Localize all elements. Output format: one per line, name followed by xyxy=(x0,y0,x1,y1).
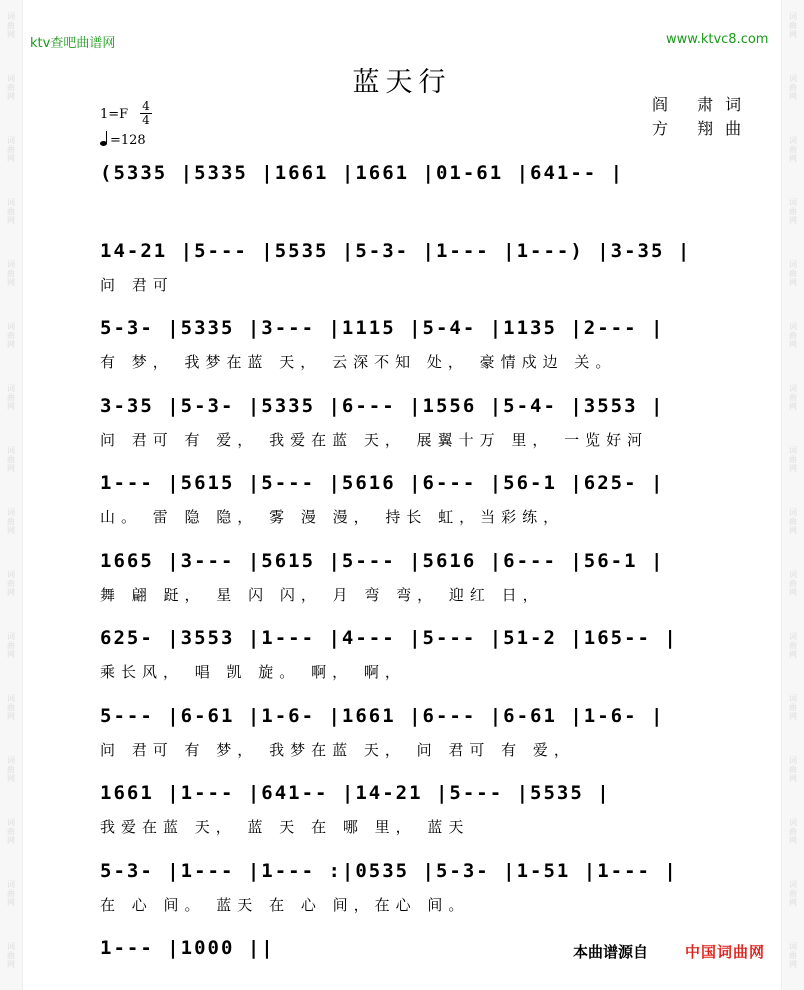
lyric-line: 问 君可 有 爱， 我爱在蓝 天， 展翼十万 里， 一览好河 xyxy=(100,430,649,449)
notation-line: 14-21 |5--- |5535 |5-3- |1--- |1---) |3-35 | xyxy=(100,239,692,262)
song-title: 蓝天行 xyxy=(352,67,452,98)
footer-source-label: 本曲谱源自 xyxy=(573,943,649,961)
lyric-line: 舞 翩 跹， 星 闪 闪， 月 弯 弯， 迎红 日， xyxy=(100,585,544,604)
header-right-link[interactable]: www.ktvc8.com xyxy=(666,32,769,47)
notation-line: 1665 |3--- |5615 |5--- |5616 |6--- |56-1 | xyxy=(100,549,665,572)
watermark-text: 词 曲 网 xyxy=(7,260,15,287)
notation-line: 5-3- |5335 |3--- |1115 |5-4- |1135 |2--- | xyxy=(100,317,665,339)
tempo-value: =128 xyxy=(110,133,146,148)
watermark-text: 词 曲 网 xyxy=(7,756,15,783)
watermark-text: 词 曲 网 xyxy=(789,632,797,659)
watermark-text: 词 曲 网 xyxy=(7,322,15,349)
watermark-text: 词 曲 网 xyxy=(789,12,797,39)
watermark-text: 词 曲 网 xyxy=(7,384,15,411)
time-signature-bottom: 4 xyxy=(140,113,152,127)
watermark-text: 词 曲 网 xyxy=(789,322,797,349)
tempo-marking xyxy=(100,133,146,148)
header-left-link[interactable]: ktv查吧曲谱网 xyxy=(30,36,116,51)
notation-line: 1--- |5615 |5--- |5616 |6--- |56-1 |625- | xyxy=(100,472,665,494)
watermark-text: 词 曲 网 xyxy=(789,818,797,845)
watermark-text: 词 曲 网 xyxy=(7,446,15,473)
composer-credit: 方 翔曲 xyxy=(652,119,754,138)
lyric-line: 问 君可 有 梦， 我梦在蓝 天， 问 君可 有 爱， xyxy=(100,740,575,759)
watermark-text: 词 曲 网 xyxy=(789,384,797,411)
lyric-line: 在 心 间。 蓝天 在 心 间，在心 间。 xyxy=(100,895,470,914)
watermark-text: 词 曲 网 xyxy=(789,508,797,535)
watermark-text: 词 曲 网 xyxy=(7,694,15,721)
time-signature-top: 4 xyxy=(142,99,150,113)
watermark-text: 词 曲 网 xyxy=(789,570,797,597)
watermark-text: 词 曲 网 xyxy=(789,446,797,473)
right-watermark-strip xyxy=(781,0,804,990)
lyricist-credit: 阎 肃词 xyxy=(652,95,754,114)
watermark-text: 词 曲 网 xyxy=(7,74,15,101)
watermark-text: 词 曲 网 xyxy=(7,136,15,163)
watermark-text: 词 曲 网 xyxy=(7,198,15,225)
watermark-text: 词 曲 网 xyxy=(7,942,15,969)
notation-line: (5335 |5335 |1661 |1661 |01-61 |641-- | xyxy=(100,162,625,184)
lyric-line: 问 君可 xyxy=(100,275,174,294)
lyric-line: 我爱在蓝 天， 蓝 天 在 哪 里， 蓝天 xyxy=(100,818,470,836)
notation-line: 625- |3553 |1--- |4--- |5--- |51-2 |165-- | xyxy=(100,627,678,649)
lyric-line: 山。 雷 隐 隐， 雾 漫 漫， 持长 虹，当彩练， xyxy=(100,508,565,526)
watermark-text: 词 曲 网 xyxy=(789,942,797,969)
time-signature xyxy=(140,100,152,127)
watermark-text: 词 曲 网 xyxy=(7,880,15,907)
watermark-text: 词 曲 网 xyxy=(789,260,797,287)
watermark-text: 词 曲 网 xyxy=(789,74,797,101)
notation-line: 5--- |6-61 |1-6- |1661 |6--- |6-61 |1-6- | xyxy=(100,704,665,727)
watermark-text: 词 曲 网 xyxy=(789,756,797,783)
left-watermark-strip xyxy=(0,0,23,990)
notation-line: 3-35 |5-3- |5335 |6--- |1556 |5-4- |3553 | xyxy=(100,394,665,417)
watermark-text: 词 曲 网 xyxy=(7,508,15,535)
notation-line: 1661 |1--- |641-- |14-21 |5--- |5535 | xyxy=(100,782,611,804)
lyric-line: 有 梦， 我梦在蓝 天， 云深不知 处， 豪情戍边 关。 xyxy=(100,353,617,371)
watermark-text: 词 曲 网 xyxy=(7,570,15,597)
watermark-text: 词 曲 网 xyxy=(789,136,797,163)
watermark-text: 词 曲 网 xyxy=(789,880,797,907)
watermark-text: 词 曲 网 xyxy=(789,198,797,225)
key-signature: 1=F xyxy=(100,107,129,122)
notation-line: 5-3- |1--- |1--- :|0535 |5-3- |1-51 |1--- | xyxy=(100,859,678,882)
notation-line: 1--- |1000 || xyxy=(100,937,275,959)
watermark-text: 词 曲 网 xyxy=(7,818,15,845)
watermark-text: 词 曲 网 xyxy=(7,12,15,39)
quarter-note-icon xyxy=(100,141,107,146)
footer-site-link[interactable]: 中国词曲网 xyxy=(685,943,766,961)
watermark-text: 词 曲 网 xyxy=(789,694,797,721)
watermark-text: 词 曲 网 xyxy=(7,632,15,659)
lyric-line: 乘长风， 唱 凯 旋。 啊， 啊， xyxy=(100,663,406,681)
